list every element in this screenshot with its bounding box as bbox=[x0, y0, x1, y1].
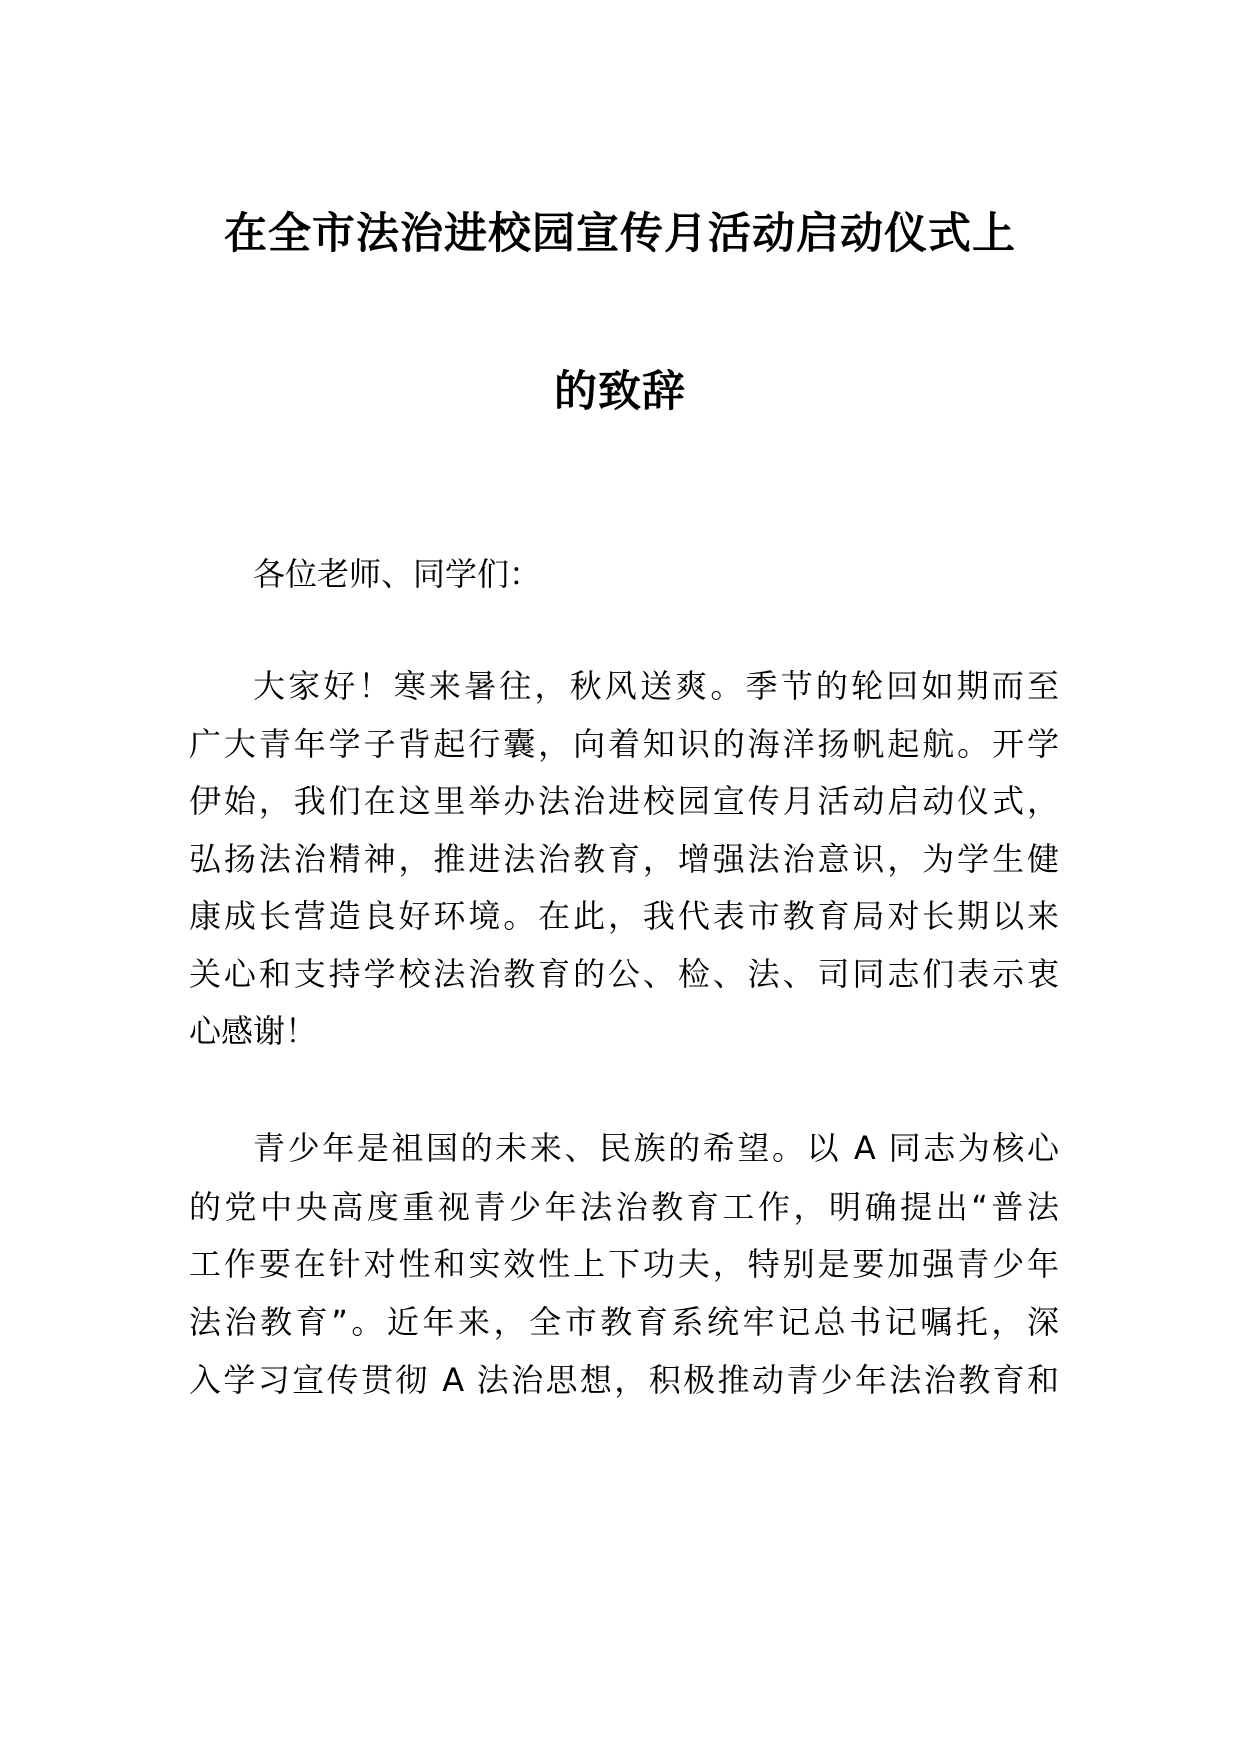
document-title-line-1: 在全市法治进校园宣传月活动启动仪式上 bbox=[224, 209, 1016, 259]
document-title-line-2: 的致辞 bbox=[554, 367, 686, 417]
paragraph-1-line: 康成长营造良好环境。在此，我代表市教育局对长期以来 bbox=[189, 897, 1059, 935]
paragraph-2-line: 青少年是祖国的未来、民族的希望。以 A 同志为核心 bbox=[253, 1129, 1059, 1167]
salutation: 各位老师、同学们： bbox=[253, 555, 542, 593]
paragraph-1-line: 弘扬法治精神，推进法治教育，增强法治意识，为学生健 bbox=[189, 840, 1059, 878]
paragraph-2-line: 的党中央高度重视青少年法治教育工作，明确提出“普法 bbox=[189, 1188, 1059, 1226]
paragraph-1-line: 心感谢！ bbox=[189, 1012, 318, 1050]
paragraph-2-line: 入学习宣传贯彻 A 法治思想，积极推动青少年法治教育和 bbox=[189, 1361, 1059, 1399]
paragraph-1-line: 大家好！寒来暑往，秋风送爽。季节的轮回如期而至 bbox=[253, 667, 1059, 705]
paragraph-1-line: 关心和支持学校法治教育的公、检、法、司同志们表示衷 bbox=[189, 955, 1059, 993]
paragraph-1-line: 伊始，我们在这里举办法治进校园宣传月活动启动仪式， bbox=[189, 782, 1059, 820]
paragraph-2-line: 法治教育”。近年来，全市教育系统牢记总书记嘱托，深 bbox=[189, 1303, 1059, 1341]
paragraph-2-line: 工作要在针对性和实效性上下功夫，特别是要加强青少年 bbox=[189, 1245, 1059, 1283]
paragraph-1-line: 广大青年学子背起行囊，向着知识的海洋扬帆起航。开学 bbox=[189, 725, 1059, 763]
